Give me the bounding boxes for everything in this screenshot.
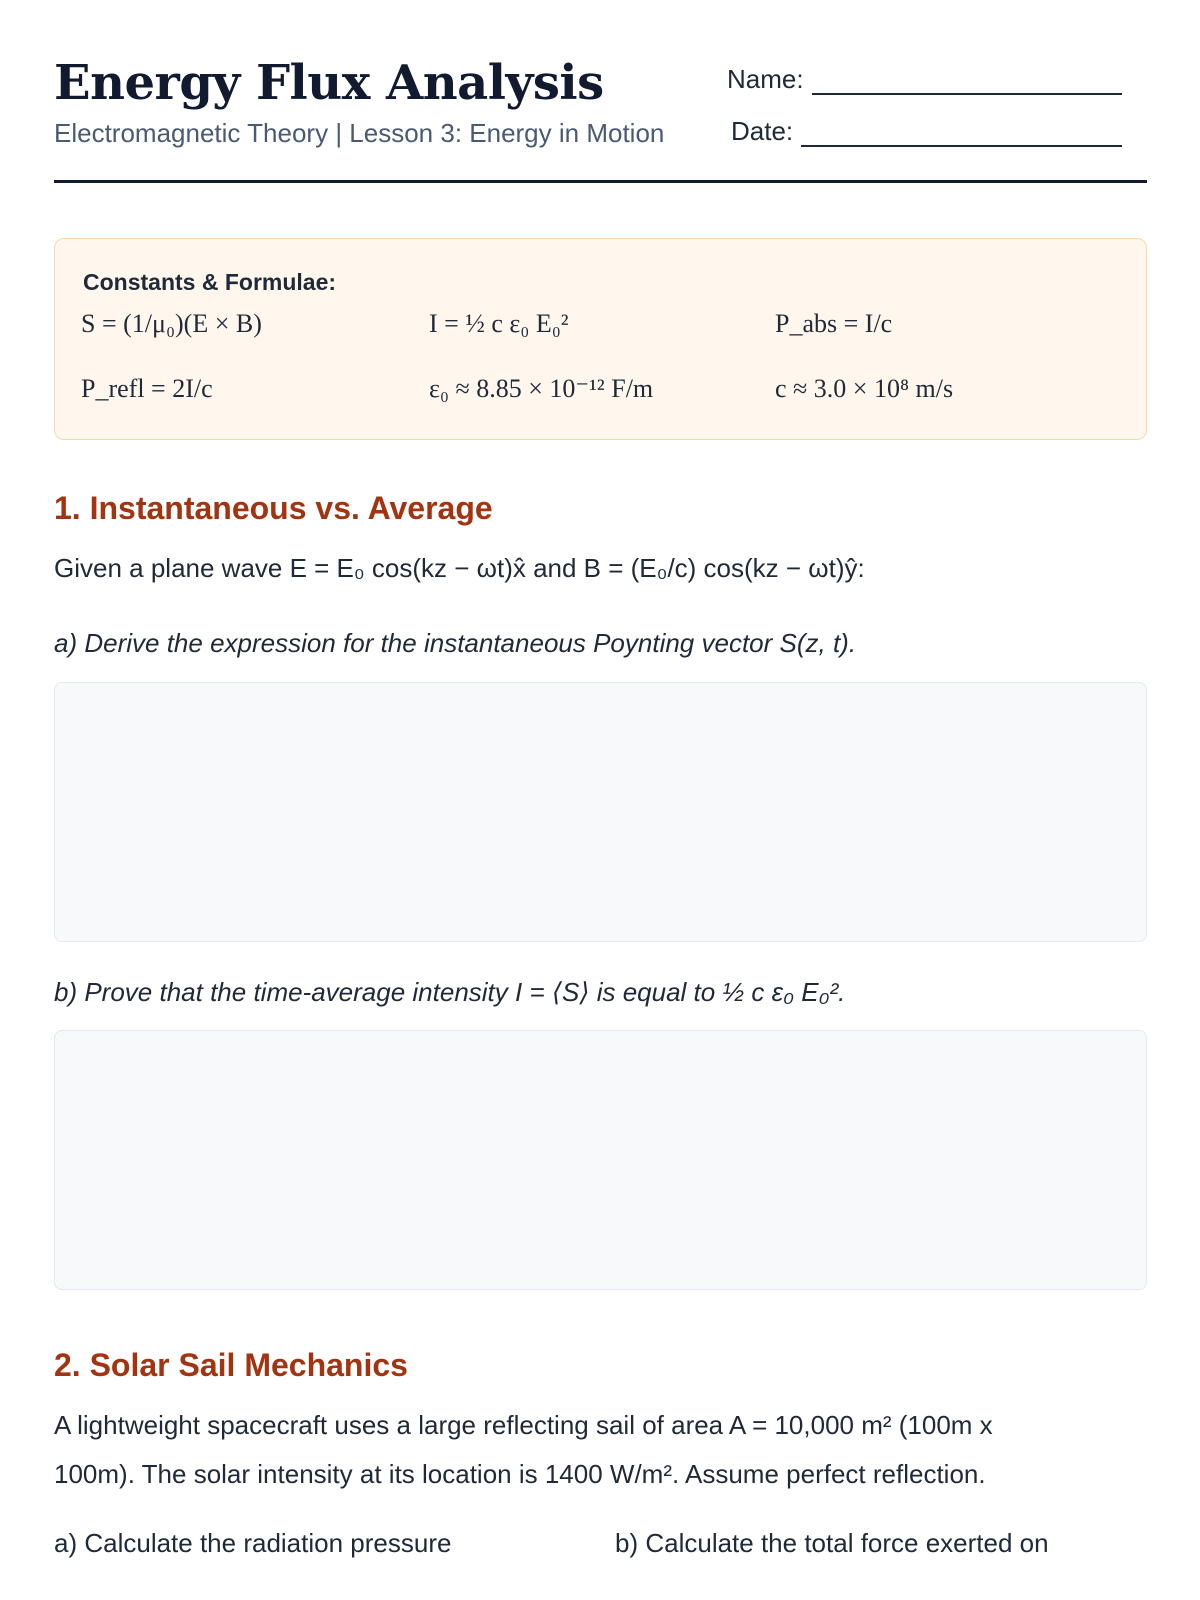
formula-pressure-absorb: P_abs = I/c [775, 309, 893, 338]
question-1a: a) Derive the expression for the instantaneous Poynting vector S(z, t). [54, 628, 857, 658]
answer-box-1b[interactable] [54, 1030, 1147, 1290]
question-1b: b) Prove that the time-average intensity I = ⟨S⟩ is equal to ½ c ε₀ E₀². [54, 977, 846, 1007]
constant-speed-of-light: c ≈ 3.0 × 10⁸ m/s [775, 374, 954, 403]
date-field [731, 116, 1122, 147]
formula-pressure-reflect: P_refl = 2I/c [81, 374, 213, 403]
constant-epsilon0: ε₀ ≈ 8.85 × 10⁻¹² F/m [429, 374, 654, 403]
section-2-line-1: A lightweight spacecraft uses a large reflecting sail of area A = 10,000 m² (100m x [54, 1410, 993, 1440]
answer-box-1a[interactable] [54, 682, 1147, 942]
section-2-title: 2. Solar Sail Mechanics [54, 1347, 408, 1383]
question-2a: a) Calculate the radiation pressure [54, 1528, 452, 1558]
formula-intensity: I = ½ c ε₀ E₀² [429, 309, 569, 338]
question-2b: b) Calculate the total force exerted on [615, 1528, 1049, 1558]
section-1-title: 1. Instantaneous vs. Average [54, 490, 493, 526]
page-subtitle: Electromagnetic Theory | Lesson 3: Energy in Motion [54, 118, 665, 148]
header-divider [54, 180, 1147, 183]
date-input-line[interactable] [801, 119, 1122, 147]
name-label: Name: [727, 64, 804, 94]
formulae-box [54, 238, 1147, 440]
formula-poynting: S = (1/μ₀)(E × B) [81, 309, 262, 338]
name-input-line[interactable] [812, 67, 1122, 95]
formulae-label: Constants & Formulae: [83, 269, 337, 295]
name-field [727, 64, 1122, 95]
date-label: Date: [731, 116, 794, 146]
section-2-line-2: 100m). The solar intensity at its location is 1400 W/m². Assume perfect reflection. [54, 1459, 986, 1489]
page-title: Energy Flux Analysis [54, 55, 604, 111]
section-1-given: Given a plane wave E = E₀ cos(kz − ωt)x̂ and B = (E₀/c) cos(kz − ωt)ŷ: [54, 553, 865, 583]
